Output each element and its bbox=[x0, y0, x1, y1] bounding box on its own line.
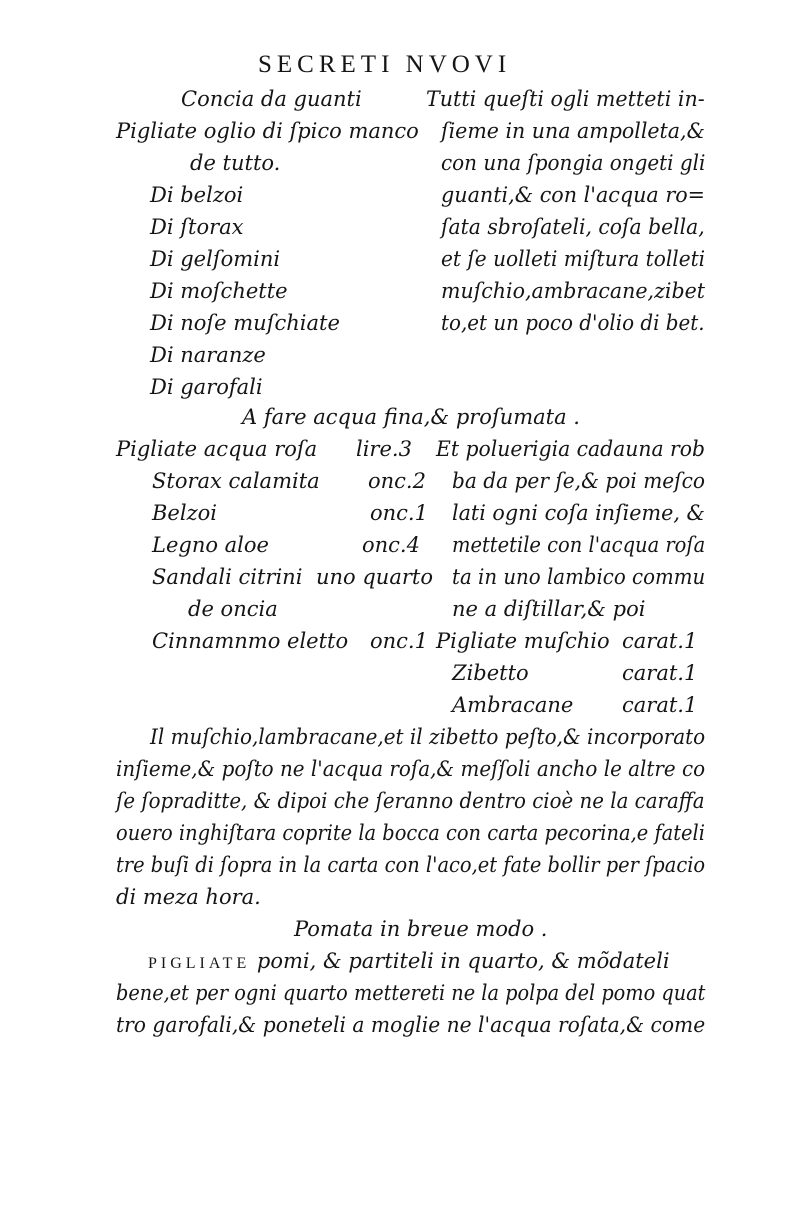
recipe1-right-line: to,et un poco d'olio di bet. bbox=[441, 311, 705, 335]
recipe1-right-line: ſieme in una ampolleta,& bbox=[441, 119, 705, 143]
recipe1-left-line: Pigliate oglio di ſpico manco bbox=[116, 119, 419, 143]
musk-item-qty: carat.1 bbox=[622, 629, 698, 653]
recipe1-left-line: Di gelſomini bbox=[150, 247, 281, 271]
recipe1-left-line: Di belzoi bbox=[150, 183, 244, 207]
recipe1-right-line: guanti,& con l'acqua ro= bbox=[441, 183, 706, 207]
ingredient-name: Pigliate acqua roſa bbox=[116, 437, 318, 461]
body-line: ouero inghiſtara coprite la bocca con carta pecorina,e fateli bbox=[116, 821, 705, 845]
ingredient-qty: onc.2 bbox=[368, 469, 426, 493]
body-line: tre buſi di ſopra in la carta con l'aco,et fate bollir per ſpacio bbox=[116, 853, 706, 877]
recipe2-right-line: ba da per ſe,& poi meſco bbox=[452, 469, 706, 493]
musk-item-qty: carat.1 bbox=[622, 693, 698, 717]
small-caps-lead: PIGLIATE bbox=[148, 955, 251, 972]
recipe1-right-line: ſata sbroſateli, coſa bella, bbox=[441, 215, 705, 239]
recipe1-left-line: Di garofali bbox=[150, 375, 263, 399]
ingredient-qty: lire.3 bbox=[356, 437, 412, 461]
body-line: inſieme,& poſto ne l'acqua roſa,& meſſoli ancho le altre co bbox=[116, 757, 706, 781]
recipe1-left-line: Di naranze bbox=[150, 343, 266, 367]
ingredient-name: Storax calamita bbox=[152, 469, 320, 493]
musk-item-name: Zibetto bbox=[452, 661, 529, 685]
body-line: Il muſchio,lambracane,et il zibetto peſto,& incorporato bbox=[150, 725, 706, 749]
recipe1-left-line: Di noſe muſchiate bbox=[150, 311, 340, 335]
body-line: di meza hora. bbox=[116, 885, 261, 909]
musk-item-name: Pigliate muſchio bbox=[436, 629, 610, 653]
running-header: SECRETI NVOVI bbox=[258, 51, 512, 78]
body-line: bene,et per ogni quarto mettereti ne la polpa del pomo quat bbox=[116, 981, 706, 1005]
ingredient-name: Belzoi bbox=[152, 501, 217, 525]
recipe1-left-line: de tutto. bbox=[190, 151, 281, 175]
ingredient-qty: uno quarto bbox=[316, 565, 433, 589]
ingredient-name: de oncia bbox=[188, 597, 278, 621]
recipe1-right-line: et ſe uolleti miſtura tolleti bbox=[441, 247, 706, 271]
recipe1-right-line: Tutti queſti ogli metteti in- bbox=[426, 87, 705, 111]
musk-item-qty: carat.1 bbox=[622, 661, 698, 685]
recipe3-first-line bbox=[148, 946, 670, 979]
first-line-rest: pomi, & partiteli in quarto, & mõdateli bbox=[256, 949, 670, 973]
recipe2-right-line: mettetile con l'acqua roſa bbox=[452, 533, 706, 557]
ingredient-qty: onc.4 bbox=[362, 533, 420, 557]
recipe-title-concia: Concia da guanti bbox=[181, 87, 362, 111]
recipe-title-pomata: Pomata in breue modo . bbox=[294, 917, 548, 941]
recipe2-right-line: ne a diſtillar,& poi bbox=[452, 597, 646, 621]
body-line: tro garofali,& poneteli a moglie ne l'acqua roſata,& come bbox=[116, 1013, 706, 1037]
ingredient-qty: onc.1 bbox=[370, 501, 428, 525]
body-line: ſe ſopraditte, & dipoi che ſeranno dentro cioè ne la caraffa bbox=[116, 789, 705, 813]
recipe1-left-line: Di ſtorax bbox=[150, 215, 244, 239]
ingredient-name: Cinnamnmo eletto bbox=[152, 629, 349, 653]
recipe1-left-line: Di moſchette bbox=[150, 279, 288, 303]
ingredient-name: Sandali citrini bbox=[152, 565, 303, 589]
ingredient-name: Legno aloe bbox=[152, 533, 269, 557]
ingredient-qty: onc.1 bbox=[370, 629, 428, 653]
recipe1-right-line: con una ſpongia ongeti gli bbox=[441, 151, 706, 175]
recipe2-right-line: ta in uno lambico commu bbox=[452, 565, 706, 589]
recipe-title-acqua: A fare acqua fina,& proſumata . bbox=[242, 405, 580, 429]
recipe1-right-line: muſchio,ambracane,zibet bbox=[441, 279, 706, 303]
recipe2-right-line: Et poluerigia cadauna rob bbox=[436, 437, 706, 461]
musk-item-name: Ambracane bbox=[452, 693, 574, 717]
recipe2-right-line: lati ogni coſa inſieme, & bbox=[452, 501, 705, 525]
